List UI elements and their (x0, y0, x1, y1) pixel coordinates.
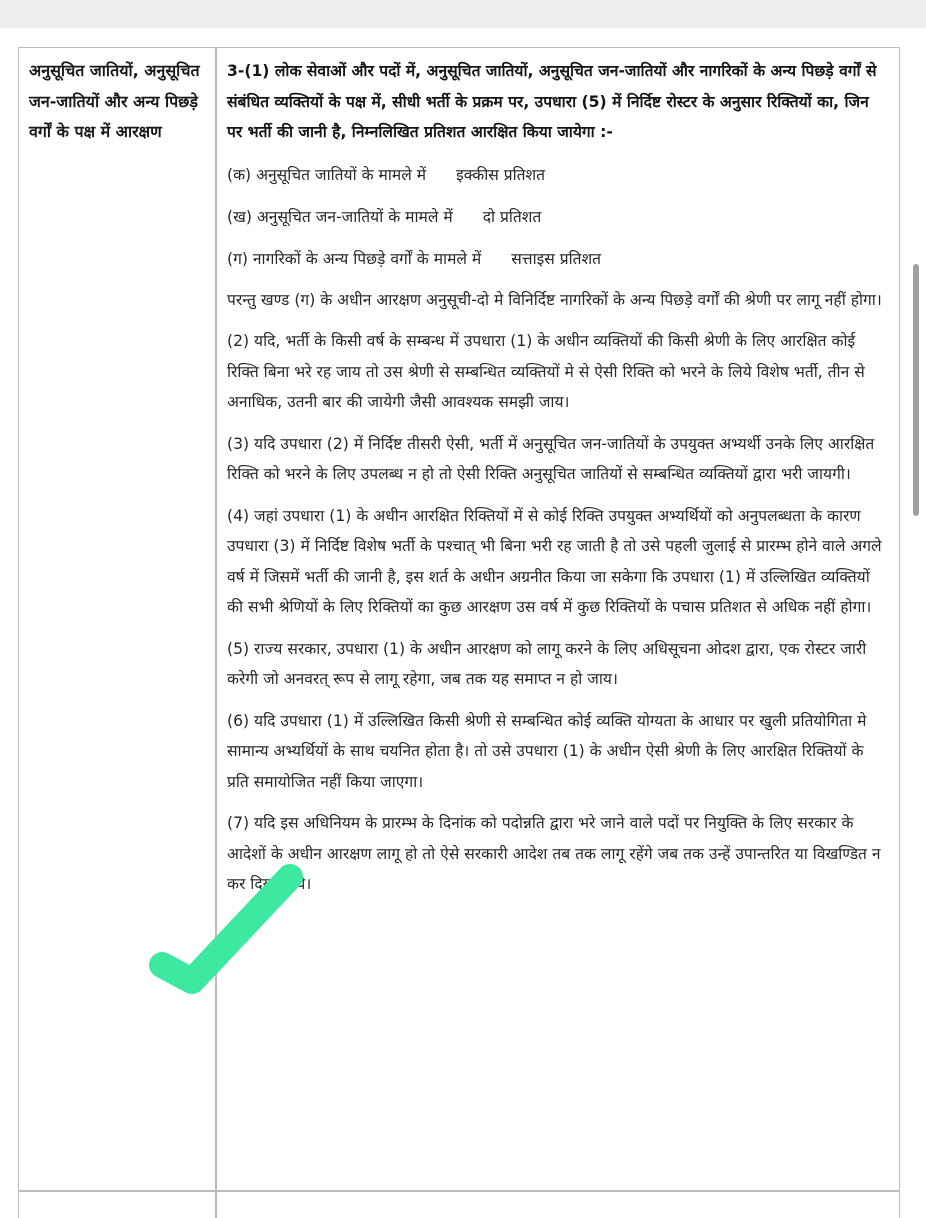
section-heading: अनुसूचित जातियों, अनुसूचित जन-जातियों और अन्य पिछड़े वर्गों के पक्ष में आरक्षण (29, 61, 200, 141)
clause-2: (2) यदि, भर्ती के किसी वर्ष के सम्बन्ध में उपधारा (1) के अधीन व्यक्तियों की किसी श्रेणी के लिए आरक्षित कोई रिक्ति बिना भरे रह जाय तो उस श्रेणी से सम्बन्धित व्यक्तियों मे से ऐसी रिक्ति को भरने के लिये विशेष भर्ती, तीन से अनाधिक, उतनी बार की जायेगी जैसी आवश्यक समझी जाय। (227, 332, 865, 411)
item-label: (क) अनुसूचित जातियों के मामले में (227, 165, 427, 184)
item-percent: दो प्रतिशत (482, 207, 542, 226)
list-item (227, 202, 887, 232)
clause-7: (7) यदि इस अधिनियम के प्रारम्भ के दिनांक को पदोन्नति द्वारा भरे जाने वाले पदों पर नियुक्ति के लिए सरकार के आदेशों के अधीन आरक्षण लागू हो तो ऐसे सरकारी आदेश तब तक लागू रहेंगे जब तक उन्हें उपान्तरित या विखण्डित न कर दिया जाये। (227, 814, 881, 893)
clause-3: (3) यदि उपधारा (2) में निर्दिष्ट तीसरी ऐसी, भर्ती में अनुसूचित जन-जातियों के उपयुक्त अभ्यर्थी उनके लिए आरक्षित रिक्ति को भरने के लिए उपलब्ध न हो तो ऐसी रिक्ति अनुसूचित जातियों से सम्बन्धित व्यक्तियों द्वारा भरी जायगी। (227, 434, 875, 483)
column-divider (215, 48, 217, 1218)
clause-5: (5) राज्य सरकार, उपधारा (1) के अधीन आरक्षण को लागू करने के लिए अधिसूचना ओदश द्वारा, एक रोस्टर जारी करेगी जो अनवरत् रूप से लागू रहेगा, जब तक यह समाप्त न हो जाय। (227, 639, 867, 688)
vertical-scrollbar[interactable] (913, 264, 919, 516)
list-item (227, 244, 887, 274)
row-divider (19, 1190, 899, 1192)
clause-1-intro: 3-(1) लोक सेवाओं और पदों में, अनुसूचित जातियों, अनुसूचित जन-जातियों और नागरिकों के अन्य पिछड़े वर्गों से संबंधित व्यक्तियों के पक्ष में, सीधी भर्ती के प्रक्रम पर, उपधारा (5) में निर्दिष्ट रोस्टर के अनुसार रिक्तियों का, जिन पर भर्ती की जानी है, निम्नलिखित प्रतिशत आरक्षित किया जायेगा :- (227, 62, 877, 141)
item-percent: सत्ताइस प्रतिशत (511, 249, 602, 268)
item-label: (ख) अनुसूचित जन-जातियों के मामले में (227, 207, 453, 226)
clause-4: (4) जहां उपधारा (1) के अधीन आरक्षित रिक्तियों में से कोई रिक्ति उपयुक्त अभ्यर्थियों को अनुपलब्धता के कारण उपधारा (3) में निर्दिष्ट विशेष भर्ती के पश्चात् भी बिना भरी रह जाती है तो उसे पहली जुलाई से प्रारम्भ होने वाले अगले वर्ष में जिसमें भर्ती की जानी है, इस शर्त के अधीन अग्रनीत किया जा सकेगा कि उपधारा (1) में उल्लिखित व्यक्तियों की सभी श्रेणियों के लिए रिक्तियों का कुछ आरक्षण उस वर्ष में कुछ रिक्तियों के पचास प्रतिशत से अधिक नहीं होगा। (227, 506, 882, 616)
document-table (18, 47, 900, 1218)
checkmark-icon (140, 855, 310, 995)
top-bar (0, 0, 926, 28)
section-body (227, 56, 887, 900)
proviso: परन्तु खण्ड (ग) के अधीन आरक्षण अनुसूची-दो मे विनिर्दिष्ट नागरिकों के अन्य पिछड़े वर्गों की श्रेणी पर लागू नहीं होगा। (227, 290, 882, 309)
list-item (227, 160, 887, 190)
item-label: (ग) नागरिकों के अन्य पिछड़े वर्गों के मामले में (227, 249, 482, 268)
clause-6: (6) यदि उपधारा (1) में उल्लिखित किसी श्रेणी से सम्बन्धित कोई व्यक्ति योग्यता के आधार पर खुली प्रतियोगिता मे सामान्य अभ्यर्थियों के साथ चयनित होता है। तो उसे उपधारा (1) के अधीन ऐसी श्रेणी के लिए आरक्षित रिक्तियों के प्रति समायोजित नहीं किया जाएगा। (227, 711, 867, 791)
checkmark-stroke (162, 877, 290, 981)
item-percent: इक्कीस प्रतिशत (456, 165, 546, 184)
